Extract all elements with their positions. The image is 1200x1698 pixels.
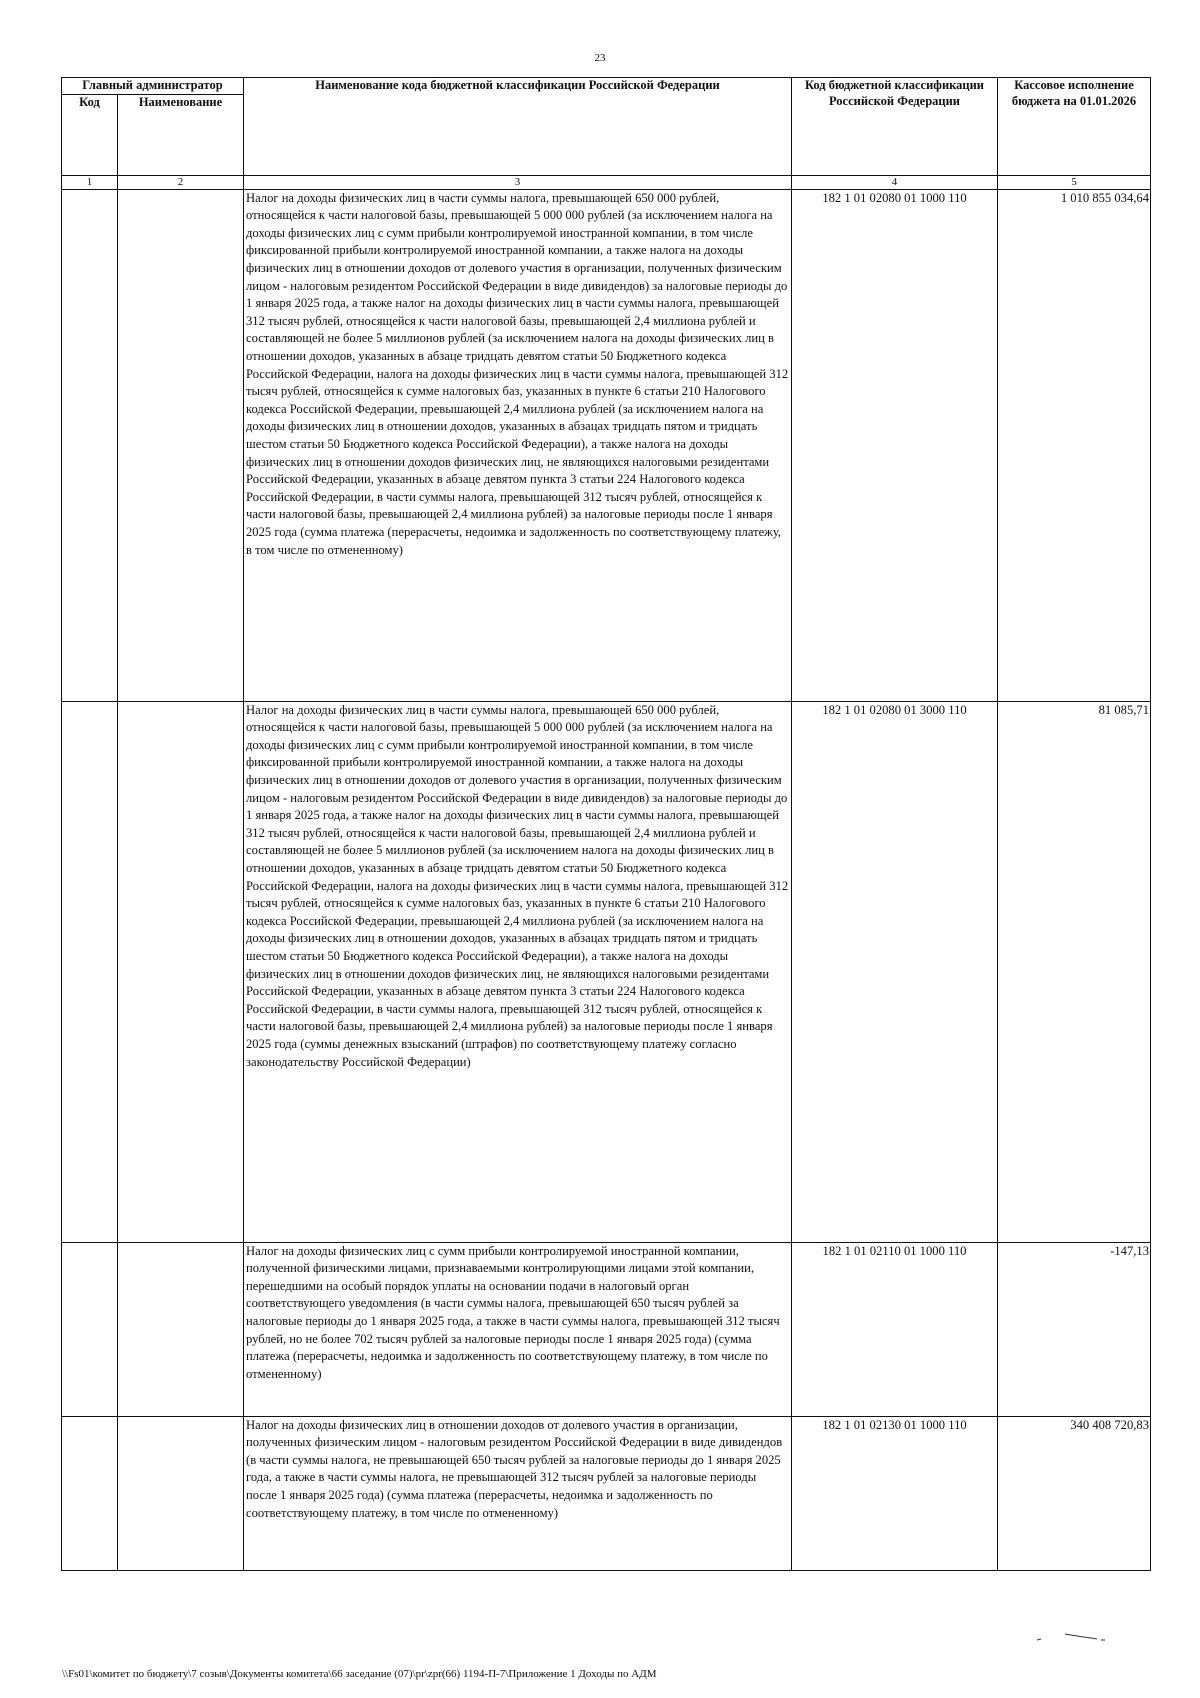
header-code: Код (62, 94, 118, 175)
admin-code-cell (62, 1242, 118, 1416)
description-cell: Налог на доходы физических лиц в части суммы налога, превышающей 650 000 рублей, относящейся к части налоговой базы, превышающей 5 000 000 рублей (за исключением налога на доходы физических лиц с сумм прибыли контролируемой иностранной компании, в том числе фиксированной прибыли контролируемой иностранной компании, а также налога на доходы физических лиц в отношении доходов от долевого участия в организации, полученных физическим лицом - налоговым резидентом Российской Федерации в виде дивидендов) за налоговые периоды до 1 января 2025 года, а также налог на доходы физических лиц в части суммы налога, превышающей 312 тысяч рублей, относящейся к части налоговой базы, превышающей 2,4 миллиона рублей и составляющей не более 5 миллионов рублей (за исключением налога на доходы физических лиц в отношении доходов, указанных в абзаце тридцать девятом статьи 50 Бюджетного кодекса Российской Федерации, налога на доходы физических лиц в части суммы налога, превышающей 312 тысяч рублей, относящейся к сумме налоговых баз, указанных в пункте 6 статьи 210 Налогового кодекса Российской Федерации, превышающей 2,4 миллиона рублей (за исключением налога на доходы физических лиц в отношении доходов, указанных в абзацах тридцать пятом и тридцать шестом статьи 50 Бюджетного кодекса Российской Федерации), а также налога на доходы физических лиц в отношении доходов физических лиц, не являющихся налоговыми резидентами Российской Федерации, указанных в абзаце девятом пункта 3 статьи 224 Налогового кодекса Российской Федерации, в части суммы налога, превышающей 312 тысяч рублей, относящейся к части налоговой базы, превышающей 2,4 миллиона рублей) за налоговые периоды после 1 января 2025 года (сумма платежа (перерасчеты, недоимка и задолженность по соответствующему платежу, в том числе по отмененному) (244, 189, 792, 701)
header-cash-execution: Кассовое исполнение бюджета на 01.01.2026 (998, 78, 1151, 176)
column-number: 3 (244, 175, 792, 189)
amount-cell: 81 085,71 (998, 701, 1151, 1242)
amount-cell: 1 010 855 034,64 (998, 189, 1151, 701)
budget-code-cell: 182 1 01 02130 01 1000 110 (792, 1416, 998, 1570)
page-number: 23 (594, 52, 606, 64)
admin-name-cell (118, 1416, 244, 1570)
table-row (62, 189, 1151, 701)
table-row (62, 701, 1151, 1242)
admin-code-cell (62, 701, 118, 1242)
description-cell: Налог на доходы физических лиц с сумм прибыли контролируемой иностранной компании, полученной физическими лицами, признаваемыми контролирующими лицами этой компании, перешедшими на особый порядок уплаты на основании подачи в налоговый орган соответствующего уведомления (в части суммы налога, превышающей 650 тысяч рублей за налоговые периоды до 1 января 2025 года, а также в части суммы налога, превышающей 312 тысяч рублей, но не более 702 тысяч рублей за налоговые периоды после 1 января 2025 года) (сумма платежа (перерасчеты, недоимка и задолженность по соответствующему платежу, в том числе по отмененному) (244, 1242, 792, 1416)
description-cell: Налог на доходы физических лиц в отношении доходов от долевого участия в организации, полученных физическим лицом - налоговым резидентом Российской Федерации в виде дивидендов (в части суммы налога, не превышающей 650 тысяч рублей за налоговые периоды до 1 января 2025 года, а также в части суммы налога, не превышающей 312 тысяч рублей за налоговые периоды после 1 января 2025 года) (сумма платежа (перерасчеты, недоимка и задолженность по соответствующему платежу, в том числе по отмененному) (244, 1416, 792, 1570)
table-row (62, 1416, 1151, 1570)
column-number: 2 (118, 175, 244, 189)
table-row (62, 1242, 1151, 1416)
budget-code-cell: 182 1 01 02080 01 3000 110 (792, 701, 998, 1242)
admin-code-cell (62, 1416, 118, 1570)
column-number-row (62, 175, 1151, 189)
column-number: 1 (62, 175, 118, 189)
budget-code-cell: 182 1 01 02110 01 1000 110 (792, 1242, 998, 1416)
header-name: Наименование (118, 94, 244, 175)
description-cell: Налог на доходы физических лиц в части суммы налога, превышающей 650 000 рублей, относящейся к части налоговой базы, превышающей 5 000 000 рублей (за исключением налога на доходы физических лиц с сумм прибыли контролируемой иностранной компании, в том числе фиксированной прибыли контролируемой иностранной компании, а также налога на доходы физических лиц в отношении доходов от долевого участия в организации, полученных физическим лицом - налоговым резидентом Российской Федерации в виде дивидендов) за налоговые периоды до 1 января 2025 года, а также налог на доходы физических лиц в части суммы налога, превышающей 312 тысяч рублей, относящейся к части налоговой базы, превышающей 2,4 миллиона рублей и составляющей не более 5 миллионов рублей (за исключением налога на доходы физических лиц в отношении доходов, указанных в абзаце тридцать девятом статьи 50 Бюджетного кодекса Российской Федерации, налога на доходы физических лиц в части суммы налога, превышающей 312 тысяч рублей, относящейся к сумме налоговых баз, указанных в пункте 6 статьи 210 Налогового кодекса Российской Федерации, превышающей 2,4 миллиона рублей (за исключением налога на доходы физических лиц в отношении доходов, указанных в абзацах тридцать пятом и тридцать шестом статьи 50 Бюджетного кодекса Российской Федерации), а также налога на доходы физических лиц в отношении доходов физических лиц, не являющихся налоговыми резидентами Российской Федерации, указанных в абзаце девятом пункта 3 статьи 224 Налогового кодекса Российской Федерации, в части суммы налога, превышающей 312 тысяч рублей, относящейся к части налоговой базы, превышающей 2,4 миллиона рублей) за налоговые периоды после 1 января 2025 года (суммы денежных взысканий (штрафов) по соответствующему платежу согласно законодательству Российской Федерации) (244, 701, 792, 1242)
column-number: 4 (792, 175, 998, 189)
header-budget-code: Код бюджетной классификации Российской Федерации (792, 78, 998, 176)
budget-code-cell: 182 1 01 02080 01 1000 110 (792, 189, 998, 701)
column-number: 5 (998, 175, 1151, 189)
amount-cell: -147,13 (998, 1242, 1151, 1416)
admin-code-cell (62, 189, 118, 701)
header-chief-administrator: Главный администратор (62, 78, 244, 95)
header-description: Наименование кода бюджетной классификации Российской Федерации (244, 78, 792, 176)
budget-revenue-table (61, 77, 1151, 1571)
pen-mark-scribble (1035, 1628, 1115, 1646)
footer-file-path: \\Fs01\комитет по бюджету\7 созыв\Документы комитета\66 заседание (07)\pr\zpr(66) 1194-П-7\Приложение 1 Доходы по АДМ (62, 1668, 657, 1680)
admin-name-cell (118, 1242, 244, 1416)
amount-cell: 340 408 720,83 (998, 1416, 1151, 1570)
admin-name-cell (118, 189, 244, 701)
admin-name-cell (118, 701, 244, 1242)
